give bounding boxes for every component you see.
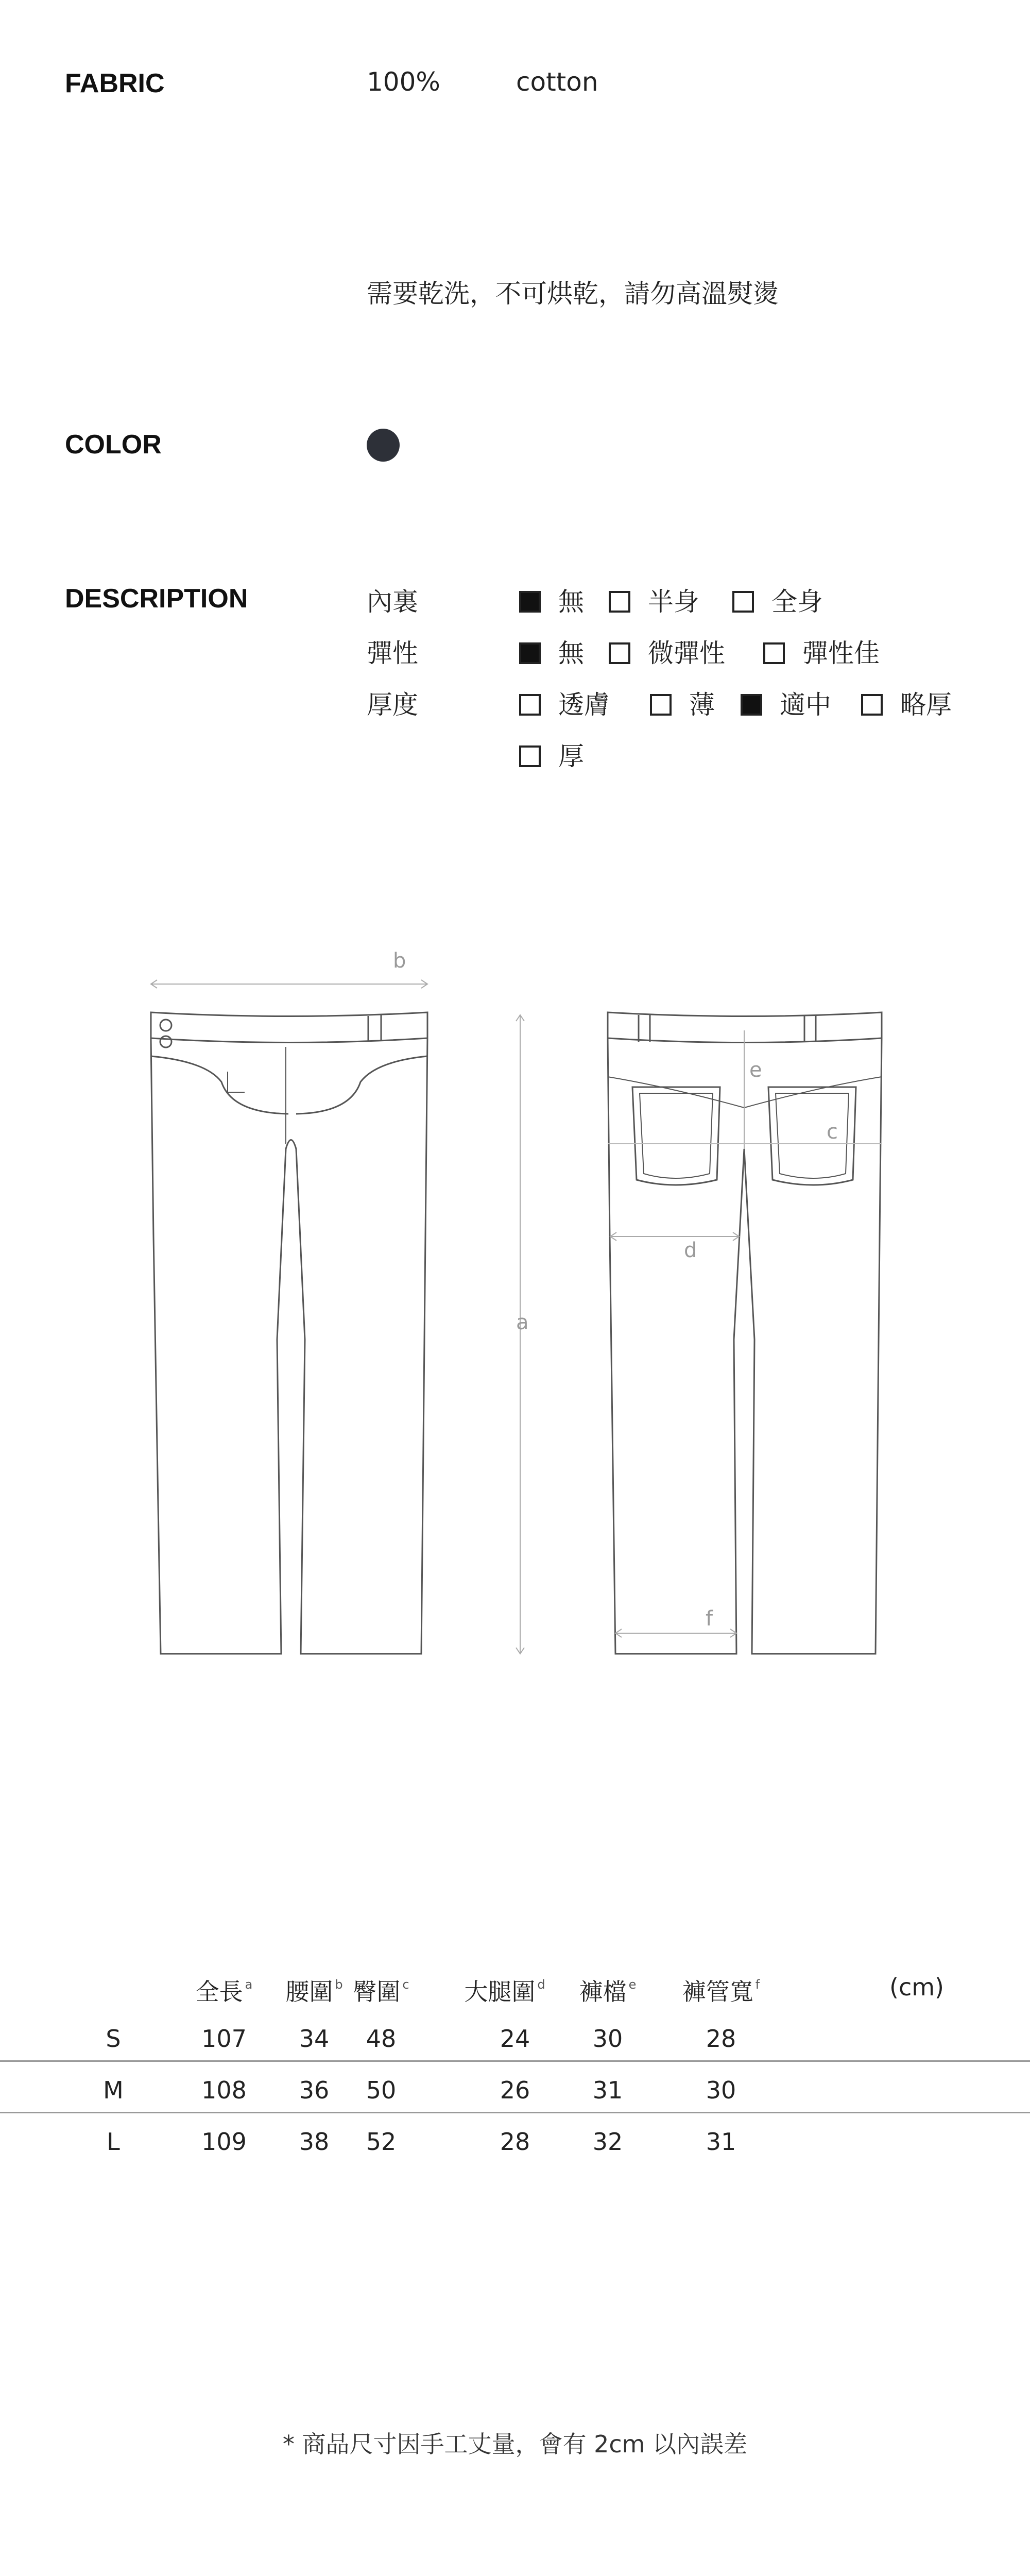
care-instructions: 需要乾洗，不可烘乾，請勿高溫熨燙 <box>367 279 779 309</box>
lining-label: 內裏 <box>367 587 418 617</box>
lining-option-none: 無 <box>519 581 584 618</box>
lining-option-half: 半身 <box>609 581 699 618</box>
marker-c: c <box>827 1120 838 1144</box>
size-cell: 24 <box>500 2025 530 2053</box>
marker-d: d <box>684 1239 697 1262</box>
fabric-percent: 100% <box>367 67 440 97</box>
size-cell: 34 <box>299 2025 330 2053</box>
size-cell: 30 <box>706 2076 736 2104</box>
marker-a: a <box>516 1311 529 1334</box>
checkbox-icon <box>609 642 630 664</box>
size-cell: 38 <box>299 2128 330 2156</box>
marker-e: e <box>749 1058 762 1082</box>
size-label: M <box>103 2076 124 2104</box>
size-cell: 31 <box>592 2076 623 2104</box>
thickness-option-thin: 薄 <box>650 684 715 721</box>
size-cell: 30 <box>592 2025 623 2053</box>
description-label: DESCRIPTION <box>65 584 248 614</box>
size-cell: 109 <box>201 2128 247 2156</box>
size-table-unit: (cm) <box>889 1973 944 2001</box>
color-label: COLOR <box>65 430 162 460</box>
pants-measurement-diagram <box>0 927 1030 1680</box>
checkbox-icon <box>519 745 541 767</box>
header-thigh: 大腿圍 $^d$ <box>464 1977 545 2006</box>
size-cell: 32 <box>592 2128 623 2156</box>
measurement-note: * 商品尺寸因手工丈量，會有 2cm 以內誤差 <box>282 2430 748 2458</box>
fabric-material: cotton <box>516 67 598 97</box>
pants-front-view <box>151 980 524 1654</box>
header-waist: 腰圍 $^b$ <box>285 1977 343 2006</box>
thickness-option-slightly-thick: 略厚 <box>861 684 952 721</box>
size-cell: 36 <box>299 2076 330 2104</box>
size-cell: 28 <box>500 2128 530 2156</box>
color-swatch[interactable] <box>367 429 400 462</box>
thickness-option-thick: 厚 <box>519 736 584 773</box>
checkbox-icon <box>609 591 630 613</box>
size-cell: 28 <box>706 2025 736 2053</box>
elasticity-option-good: 彈性佳 <box>763 633 880 670</box>
checkbox-icon <box>763 642 785 664</box>
fabric-label: FABRIC <box>65 69 165 98</box>
checkbox-icon <box>519 642 541 664</box>
size-label: L <box>107 2128 120 2156</box>
size-cell: 31 <box>706 2128 736 2156</box>
header-total-length: 全長 $^a$ <box>195 1977 253 2006</box>
checkbox-icon <box>732 591 754 613</box>
header-hip: 臀圍 $^c$ <box>353 1977 409 2006</box>
thickness-option-medium: 適中 <box>741 684 831 721</box>
checkbox-icon <box>519 694 541 716</box>
row-divider <box>0 2060 1030 2062</box>
elasticity-option-none: 無 <box>519 633 584 670</box>
elasticity-label: 彈性 <box>367 638 418 668</box>
thickness-option-sheer: 透膚 <box>519 684 610 721</box>
marker-f: f <box>706 1607 713 1631</box>
checkbox-icon <box>741 694 762 716</box>
checkbox-icon <box>650 694 672 716</box>
size-cell: 108 <box>201 2076 247 2104</box>
row-divider <box>0 2112 1030 2113</box>
marker-b: b <box>393 949 406 973</box>
size-cell: 26 <box>500 2076 530 2104</box>
size-cell: 52 <box>366 2128 397 2156</box>
checkbox-icon <box>861 694 883 716</box>
header-rise: 褲檔 $^e$ <box>579 1977 637 2006</box>
lining-option-full: 全身 <box>732 581 823 618</box>
elasticity-option-slight: 微彈性 <box>609 633 725 670</box>
size-label: S <box>106 2025 121 2053</box>
checkbox-icon <box>519 591 541 613</box>
size-cell: 50 <box>366 2076 397 2104</box>
size-cell: 48 <box>366 2025 397 2053</box>
thickness-label: 厚度 <box>367 690 418 720</box>
size-cell: 107 <box>201 2025 247 2053</box>
header-hem: 褲管寬 $^f$ <box>682 1977 760 2006</box>
pants-back-view <box>608 1012 882 1654</box>
